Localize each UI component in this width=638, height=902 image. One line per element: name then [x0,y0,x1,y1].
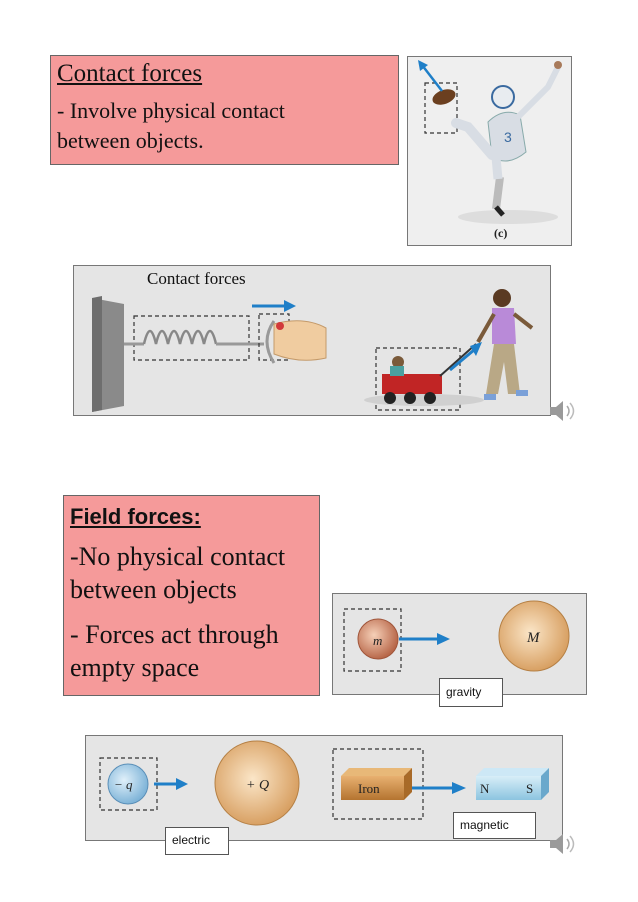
small-mass-label: m [373,633,383,648]
contact-forces-line2: between objects. [57,128,204,153]
field-forces-box [63,495,320,696]
speaker-icon[interactable] [546,829,578,859]
contact-forces-line1: - Involve physical contact [57,98,285,123]
football-kicker-illustration [408,57,571,245]
football-caption: (c) [494,226,508,240]
electric-label: electric [165,827,229,855]
contact-forces-title: Contact forces [57,60,203,87]
spring-wagon-illustration [74,266,550,415]
iron-label: Iron [358,781,380,796]
magnetic-label: magnetic [453,812,536,839]
football-kicker-panel [407,56,572,246]
big-charge-label: + Q [246,778,270,793]
field-forces-line2: between objects [70,575,237,604]
small-charge-label: − q [114,777,133,792]
field-forces-line1: -No physical contact [70,542,286,571]
field-forces-line4: empty space [70,653,200,682]
contact-forces-box [50,55,399,165]
svg-text:3: 3 [504,129,512,145]
south-pole-label: S [526,781,534,796]
contact-panel-title: Contact forces [147,269,246,288]
north-pole-label: N [480,781,490,796]
contact-forces-panel [73,265,551,416]
big-mass-label: M [527,630,540,646]
field-forces-line3: - Forces act through [70,620,279,649]
gravity-label: gravity [439,678,503,707]
field-forces-title: Field forces: [70,504,201,529]
speaker-icon[interactable] [546,396,578,426]
